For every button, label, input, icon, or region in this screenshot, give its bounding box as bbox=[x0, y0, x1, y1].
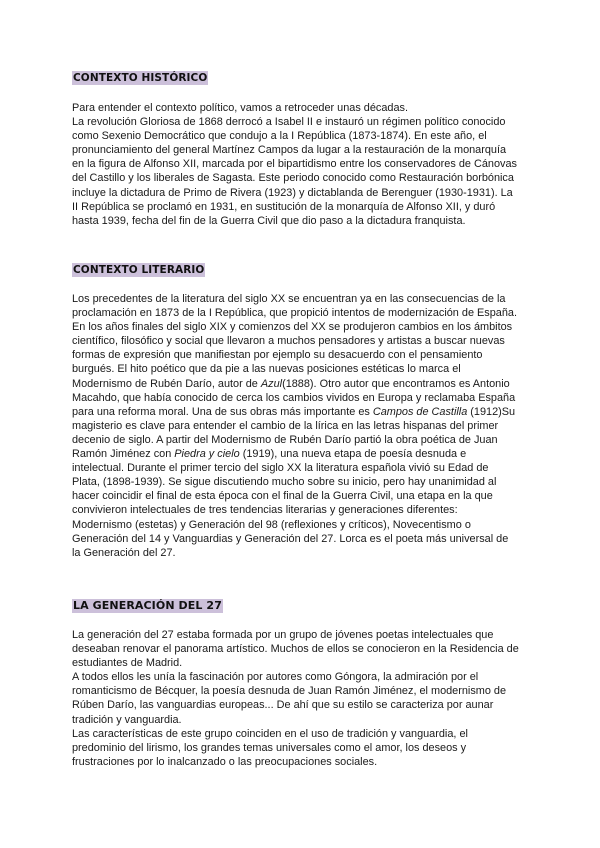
text-line: estudiantes de Madrid. bbox=[72, 657, 183, 670]
text-line: deseaban renovar el panorama artístico. Muchos de ellos se conocieron en la Residencia de bbox=[72, 643, 519, 656]
text-line: La generación del 27 estaba formada por un grupo de jóvenes poetas intelectuales que bbox=[72, 629, 494, 641]
heading-contexto-literario: CONTEXTO LITERARIO bbox=[73, 264, 205, 276]
text-line: Ramón Jiménez con Piedra y cielo (1919), una nueva etapa de poesía desnuda e bbox=[72, 448, 467, 461]
text-line: Las características de este grupo coinciden en el uso de tradición y vanguardia, el bbox=[72, 727, 468, 740]
text-line: Rúben Darío, las vanguardias europeas... De ahí que su estilo se caracteriza por aunar bbox=[72, 699, 494, 712]
text-line: La revolución Gloriosa de 1868 derrocó a Isabel II e instauró un régimen político conocido bbox=[72, 116, 506, 129]
text-line: predominio del lirismo, los grandes temas universales como el amor, los deseos y bbox=[72, 741, 467, 754]
text-line: Modernismo de Rubén Darío, autor de Azul(1888). Otro autor que encontramos es Antonio bbox=[72, 377, 510, 390]
heading-generacion-27: LA GENERACIÓN DEL 27 bbox=[73, 599, 222, 612]
text-line: magisterio es clave para entender el cambio de la lírica en las letras hispanas del primer bbox=[72, 419, 499, 432]
text-line: Plata, (1898-1939). Se sigue discutiendo mucho sobre su inicio, pero hay unanimidad al bbox=[72, 476, 497, 489]
text-line: científico, filosófico y social que llevaron a muchos pensadores y artistas a buscar nuevas bbox=[72, 335, 505, 348]
text-line: II República se proclamó en 1931, en sustitución de la monarquía de Alfonso XII, y duró bbox=[72, 200, 496, 213]
text-line: la Generación del 27. bbox=[72, 546, 176, 559]
paragraph-contexto-historico bbox=[72, 101, 530, 228]
text-line: frustraciones por lo inalcanzado o las preocupaciones sociales. bbox=[72, 755, 378, 768]
text-line: romanticismo de Bécquer, la poesía desnuda de Juan Ramón Jiménez, el modernismo de bbox=[72, 685, 507, 698]
text-line: tradición y vanguardia. bbox=[72, 713, 182, 726]
text-line: hacer coincidir el final de esta época con el final de la Guerra Civil, una etapa en la que bbox=[72, 490, 493, 503]
text-line: hasta 1939, fecha del fin de la Guerra Civil que dio paso a la dictadura franquista. bbox=[72, 214, 466, 227]
text-line: En los años finales del siglo XIX y comienzos del XX se produjeron cambios en los ámbitos bbox=[72, 321, 513, 334]
text-line: pronunciamiento del general Martínez Campos da lugar a la restauración de la monarquía bbox=[72, 144, 507, 157]
text-line: para una reforma moral. Una de sus obras más importante es Campos de Castilla (1912)Su bbox=[72, 405, 516, 418]
text-line: burgués. El hito poético que da pie a las nuevas posiciones estéticas lo marca el bbox=[72, 363, 461, 376]
text-line: Macahdo, que había conocido de cerca los cambios vividos en Europa y reclamaba España bbox=[72, 391, 516, 404]
text-line: formas de expresión que manifiestan por ejemplo su desacuerdo con el pensamiento bbox=[72, 349, 483, 362]
text-line: decenio de siglo. A partir del Modernismo de Rubén Darío partió la obra poética de Juan bbox=[72, 433, 498, 446]
text-line: Para entender el contexto político, vamos a retroceder unas décadas. bbox=[72, 102, 408, 114]
text-line: Modernismo (estetas) y Generación del 98 (reflexiones y críticos), Novecentismo o bbox=[72, 518, 471, 531]
text-line: intelectual. Durante el primer tercio del siglo XX la literatura española vivió su Edad de bbox=[72, 462, 489, 475]
text-line: Los precedentes de la literatura del siglo XX se encuentran ya en las consecuencias de la bbox=[72, 293, 506, 305]
text-line: convivieron intelectuales de tres tendencias literarias y generaciones diferentes: bbox=[72, 504, 458, 517]
text-line: del Castillo y los liberales de Sagasta. Este periodo conocido como Restauración borbónica bbox=[72, 172, 514, 185]
text-line: en la figura de Alfonso XII, marcada por el bipartidismo entre los conservadores de Cánovas bbox=[72, 158, 517, 171]
text-line: A todos ellos les unía la fascinación por autores como Góngora, la admiración por el bbox=[72, 671, 479, 684]
paragraph-contexto-literario bbox=[72, 292, 530, 560]
text-line: proclamación en 1873 de la I República, que propició intentos de modernización de España. bbox=[72, 307, 517, 320]
paragraph-generacion-27 bbox=[72, 628, 530, 769]
heading-contexto-historico: CONTEXTO HISTÓRICO bbox=[73, 72, 208, 84]
text-line: como Sexenio Democrático que condujo a la I República (1873-1874). En este año, el bbox=[72, 130, 487, 143]
text-line: incluye la dictadura de Primo de Rivera (1923) y dictablanda de Berenguer (1930-1931). La bbox=[72, 186, 513, 199]
text-line: Generación del 14 y Vanguardias y Generación del 27. Lorca es el poeta más universal de bbox=[72, 532, 509, 545]
